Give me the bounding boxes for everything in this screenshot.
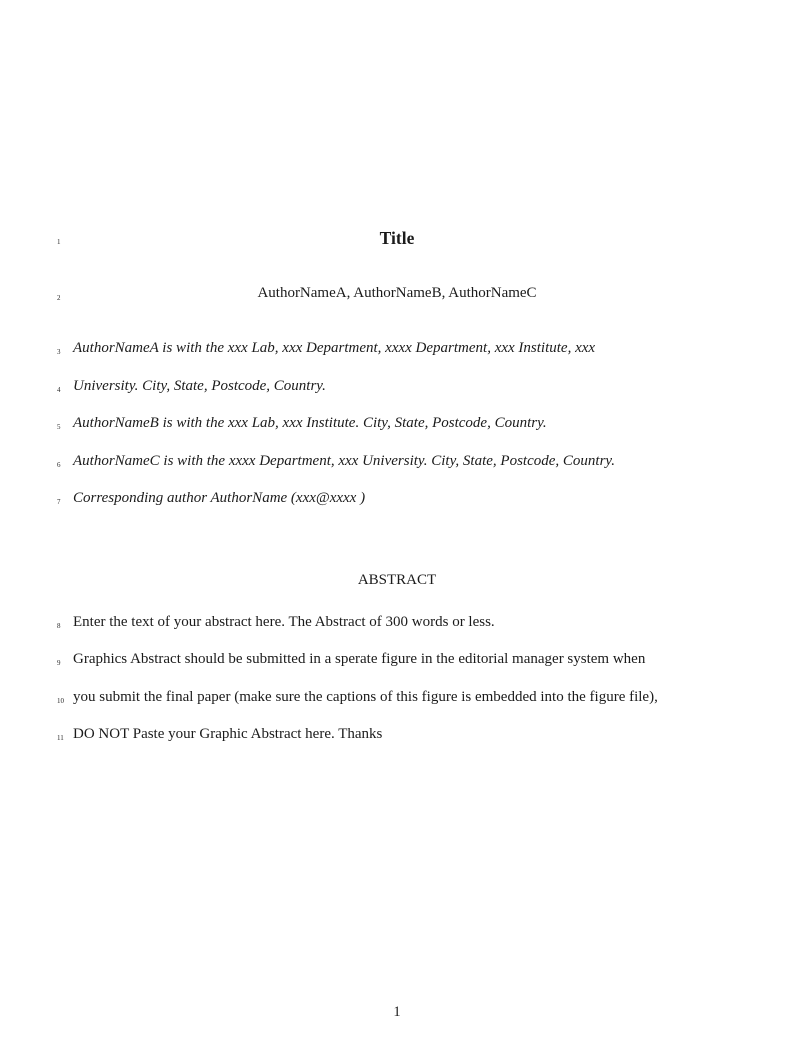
abstract-line: you submit the final paper (make sure the captions of this figure is embedded into the figure file),: [73, 689, 658, 705]
line-number: 10: [57, 697, 64, 705]
paper-title: Title: [379, 228, 415, 248]
affiliation-row: [0, 453, 794, 471]
abstract-line: Graphics Abstract should be submitted in a sperate figure in the editorial manager system when: [73, 651, 646, 667]
affiliation-row: [0, 415, 794, 433]
page-number: 1: [393, 1004, 401, 1020]
line-number: 6: [57, 461, 61, 469]
line-number: 7: [57, 498, 61, 506]
affiliation-line: AuthorNameB is with the xxx Lab, xxx Institute. City, State, Postcode, Country.: [73, 415, 547, 431]
abstract-heading: ABSTRACT: [357, 572, 437, 588]
affiliation-line: AuthorNameA is with the xxx Lab, xxx Department, xxxx Department, xxx Institute, xxx: [73, 340, 596, 356]
line-number: 3: [57, 348, 61, 356]
title-row: [0, 228, 794, 249]
abstract-row: [0, 651, 794, 669]
authors-row: [0, 285, 794, 303]
line-number: 5: [57, 423, 61, 431]
affiliation-row: [0, 340, 794, 358]
abstract-row: [0, 726, 794, 744]
line-number: 11: [57, 734, 64, 742]
abstract-line: Enter the text of your abstract here. The Abstract of 300 words or less.: [73, 614, 495, 630]
affiliation-row: [0, 490, 794, 508]
line-number: 4: [57, 386, 61, 394]
abstract-heading-row: [0, 572, 794, 590]
affiliation-line: AuthorNameC is with the xxxx Department, xxx University. City, State, Postcode, Country.: [73, 453, 615, 469]
affiliation-line: Corresponding author AuthorName (xxx@xxxx ): [73, 490, 366, 506]
abstract-line: DO NOT Paste your Graphic Abstract here. Thanks: [73, 726, 383, 742]
abstract-row: [0, 614, 794, 632]
line-number: 1: [57, 238, 61, 246]
authors-line: AuthorNameA, AuthorNameB, AuthorNameC: [257, 285, 537, 301]
line-number: 2: [57, 294, 61, 302]
affiliation-line: University. City, State, Postcode, Country.: [73, 378, 326, 394]
line-number: 9: [57, 659, 61, 667]
abstract-row: [0, 689, 794, 707]
line-number: 8: [57, 622, 61, 630]
affiliation-row: [0, 378, 794, 396]
